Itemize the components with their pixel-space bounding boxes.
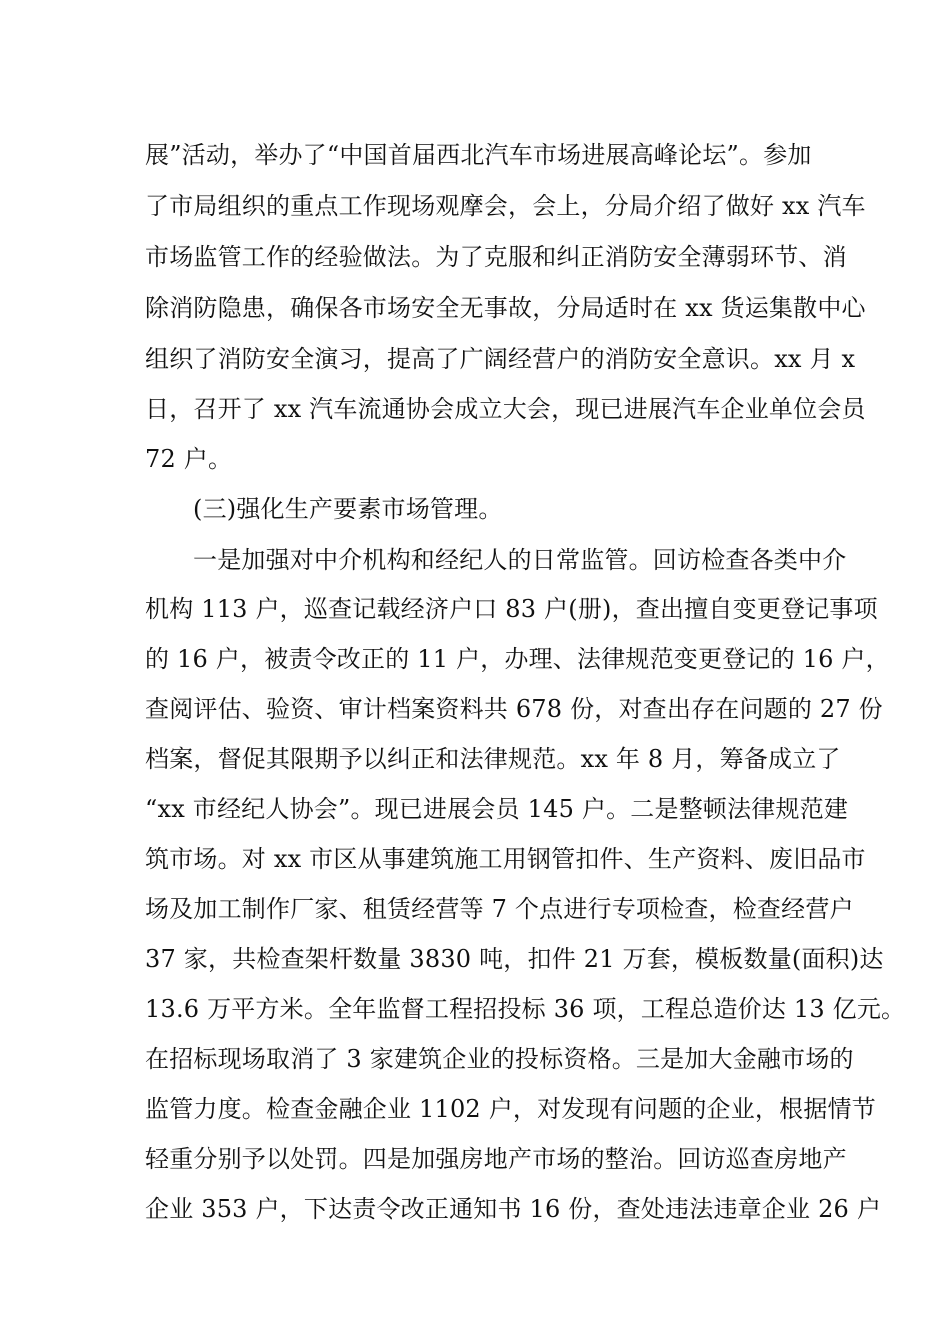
paragraph-line: 组织了消防安全演习，提高了广阔经营户的消防安全意识。xx 月 x [145,345,856,373]
paragraph-line: 企业 353 户，下达责令改正通知书 16 份，查处违法违章企业 26 户 [145,1195,882,1223]
paragraph-line: 的 16 户，被责令改正的 11 户，办理、法律规范变更登记的 16 户， [145,645,890,673]
paragraph-line: 除消防隐患，确保各市场安全无事故，分局适时在 xx 货运集散中心 [145,294,866,322]
paragraph-line: 查阅评估、验资、审计档案资料共 678 份，对查出存在问题的 27 份 [145,695,883,723]
paragraph-line: 监管力度。检查金融企业 1102 户，对发现有问题的企业，根据情节 [145,1095,876,1123]
paragraph-line: 展”活动，举办了“中国首届西北汽车市场进展高峰论坛”。参加 [145,141,812,169]
paragraph-line: 72 户。 [145,445,233,473]
paragraph-line: 筑市场。对 xx 市区从事建筑施工用钢管扣件、生产资料、废旧品市 [145,845,866,873]
paragraph-line: 场及加工制作厂家、租赁经营等 7 个点进行专项检查，检查经营户 [145,895,854,923]
section-heading: (三)强化生产要素市场管理。 [193,495,503,523]
paragraph-line: 轻重分别予以处罚。四是加强房地产市场的整治。回访巡查房地产 [145,1145,847,1173]
paragraph-line: 在招标现场取消了 3 家建筑企业的投标资格。三是加大金融市场的 [145,1045,854,1073]
paragraph-line: “xx 市经纪人协会”。现已进展会员 145 户。二是整顿法律规范建 [145,795,849,823]
paragraph-line: 一是加强对中介机构和经纪人的日常监管。回访检查各类中介 [193,546,847,574]
paragraph-line: 37 家，共检查架杆数量 3830 吨，扣件 21 万套，模板数量(面积)达 [145,945,884,973]
paragraph-line: 机构 113 户，巡查记载经济户口 83 户(册)，查出擅自变更登记事项 [145,595,878,623]
paragraph-line: 日，召开了 xx 汽车流通协会成立大会，现已进展汽车企业单位会员 [145,395,866,423]
paragraph-line: 了市局组织的重点工作现场观摩会，会上，分局介绍了做好 xx 汽车 [145,192,866,220]
paragraph-line: 13.6 万平方米。全年监督工程招投标 36 项，工程总造价达 13 亿元。 [145,995,906,1023]
paragraph-line: 市场监管工作的经验做法。为了克服和纠正消防安全薄弱环节、消 [145,243,847,271]
paragraph-line: 档案，督促其限期予以纠正和法律规范。xx 年 8 月，筹备成立了 [145,745,841,773]
